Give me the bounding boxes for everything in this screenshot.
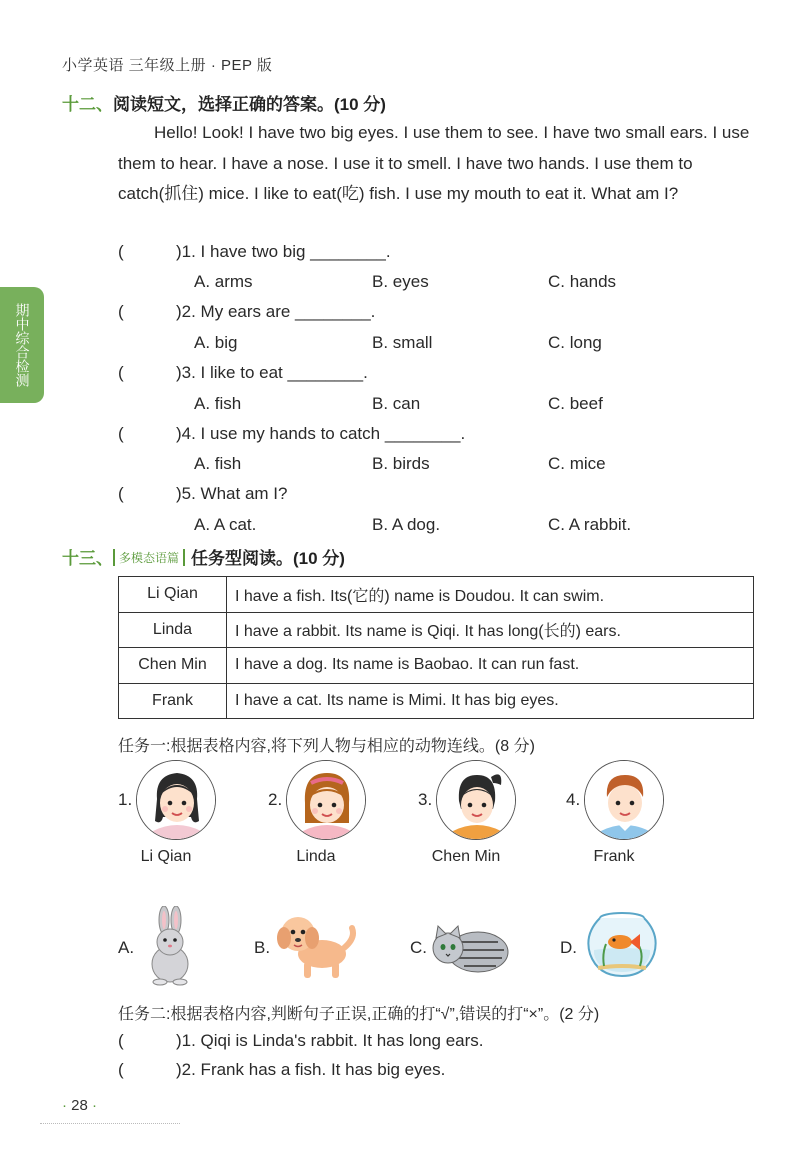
- question-2-option-a: A. big: [194, 333, 238, 352]
- table-cell-text: I have a dog. Its name is Baobao. It can run fast.: [227, 648, 754, 684]
- judge-item-2-text: )2. Frank has a fish. It has big eyes.: [176, 1060, 446, 1079]
- section-12-number: 十二、: [62, 95, 113, 114]
- question-5-option-b: B. A dog.: [372, 515, 441, 534]
- side-tab-label: 期中综合检测: [14, 303, 31, 387]
- info-table: [118, 576, 754, 719]
- page-number: [62, 1097, 97, 1114]
- table-cell-name: Chen Min: [119, 648, 227, 684]
- passage-text: Hello! Look! I have two big eyes. I use them to see. I have two small ears. I use them to hear. I have a nose. I use it to smell. I have two hands. I use them to catch(抓住) mice. I like to eat(吃) fish. I use my mouth to eat it. What am I?: [118, 123, 750, 203]
- girl-avatar-icon: [136, 760, 216, 840]
- question-2-stem: )2. My ears are ________.: [176, 302, 376, 321]
- section-13-heading: 任务型阅读。(10 分): [191, 549, 345, 568]
- question-4-option-b: B. birds: [372, 454, 430, 473]
- judge-item-2: ( )2. Frank has a fish. It has big eyes.: [118, 1060, 446, 1079]
- judge-item-1-text: )1. Qiqi is Linda's rabbit. It has long ears.: [176, 1031, 484, 1050]
- animal-b-letter: B.: [254, 938, 271, 957]
- judge-item-1: ( )1. Qiqi is Linda's rabbit. It has long ears.: [118, 1031, 484, 1050]
- footer-divider: [40, 1123, 180, 1127]
- table-cell-name: Frank: [119, 683, 227, 719]
- question-3-option-c: C. beef: [548, 394, 603, 413]
- table-row: [119, 648, 754, 684]
- table-row: [119, 683, 754, 719]
- rabbit-icon: [136, 906, 206, 986]
- table-cell-text: I have a cat. Its name is Mimi. It has big eyes.: [227, 683, 754, 719]
- table-cell-text: I have a rabbit. Its name is Qiqi. It has long(长的) ears.: [227, 612, 754, 648]
- question-3: ( )3. I like to eat ________.: [118, 363, 368, 382]
- dog-icon: [274, 910, 358, 982]
- person-1-name: Li Qian: [140, 848, 192, 865]
- question-5-option-a: A. A cat.: [194, 515, 257, 534]
- question-1-option-c: C. hands: [548, 272, 617, 291]
- animal-a-letter: A.: [118, 938, 135, 957]
- question-2: ( )2. My ears are ________.: [118, 302, 376, 321]
- table-cell-text: I have a fish. Its(它的) name is Doudou. It can swim.: [227, 577, 754, 613]
- question-4-stem: )4. I use my hands to catch ________.: [176, 424, 466, 443]
- person-1-number: 1.: [118, 790, 133, 809]
- section-13-tag: 多模态语篇: [113, 549, 185, 566]
- section-12-title: [62, 90, 386, 115]
- animal-c-letter: C.: [410, 938, 427, 957]
- side-tab: [0, 287, 44, 403]
- question-4: ( )4. I use my hands to catch ________.: [118, 424, 466, 443]
- table-cell-name: Linda: [119, 612, 227, 648]
- person-2-name: Linda: [296, 848, 336, 865]
- running-head: 小学英语 三年级上册 · PEP 版: [62, 57, 273, 74]
- section-13-title: [62, 544, 345, 569]
- cat-icon: [428, 914, 512, 978]
- question-1-stem: )1. I have two big ________.: [176, 242, 391, 261]
- question-5-option-c: C. A rabbit.: [548, 515, 632, 534]
- question-5-stem: )5. What am I?: [176, 484, 288, 503]
- section-13-number: 十三、: [62, 549, 113, 568]
- person-4-name: Frank: [593, 848, 635, 865]
- girl-avatar-icon: [286, 760, 366, 840]
- person-3-name: Chen Min: [431, 848, 501, 865]
- person-3-number: 3.: [418, 790, 433, 809]
- girl-avatar-icon: [436, 760, 516, 840]
- question-5: ( )5. What am I?: [118, 484, 288, 503]
- animal-d-letter: D.: [560, 938, 577, 957]
- task-2-title: 任务二:根据表格内容,判断句子正误,正确的打“√”,错误的打“×”。(2 分): [118, 1006, 600, 1023]
- question-1: ( )1. I have two big ________.: [118, 242, 391, 261]
- table-cell-name: Li Qian: [119, 577, 227, 613]
- person-4-number: 4.: [566, 790, 581, 809]
- boy-avatar-icon: [584, 760, 664, 840]
- question-3-option-b: B. can: [372, 394, 421, 413]
- person-2-number: 2.: [268, 790, 283, 809]
- fishbowl-icon: [580, 910, 664, 980]
- question-2-option-b: B. small: [372, 333, 433, 352]
- page-number-value: 28: [71, 1097, 88, 1114]
- reading-passage: [118, 118, 758, 210]
- question-3-option-a: A. fish: [194, 394, 242, 413]
- question-4-option-a: A. fish: [194, 454, 242, 473]
- question-2-option-c: C. long: [548, 333, 602, 352]
- question-1-option-b: B. eyes: [372, 272, 429, 291]
- page-number-dot-left: ·: [62, 1097, 72, 1114]
- task-1-title: 任务一:根据表格内容,将下列人物与相应的动物连线。(8 分): [118, 738, 535, 755]
- question-3-stem: )3. I like to eat ________.: [176, 363, 368, 382]
- table-row: [119, 612, 754, 648]
- question-1-option-a: A. arms: [194, 272, 253, 291]
- section-12-heading: 阅读短文，选择正确的答案。(10 分): [113, 95, 386, 114]
- table-row: [119, 577, 754, 613]
- question-4-option-c: C. mice: [548, 454, 606, 473]
- page-number-dot-right: ·: [87, 1097, 98, 1114]
